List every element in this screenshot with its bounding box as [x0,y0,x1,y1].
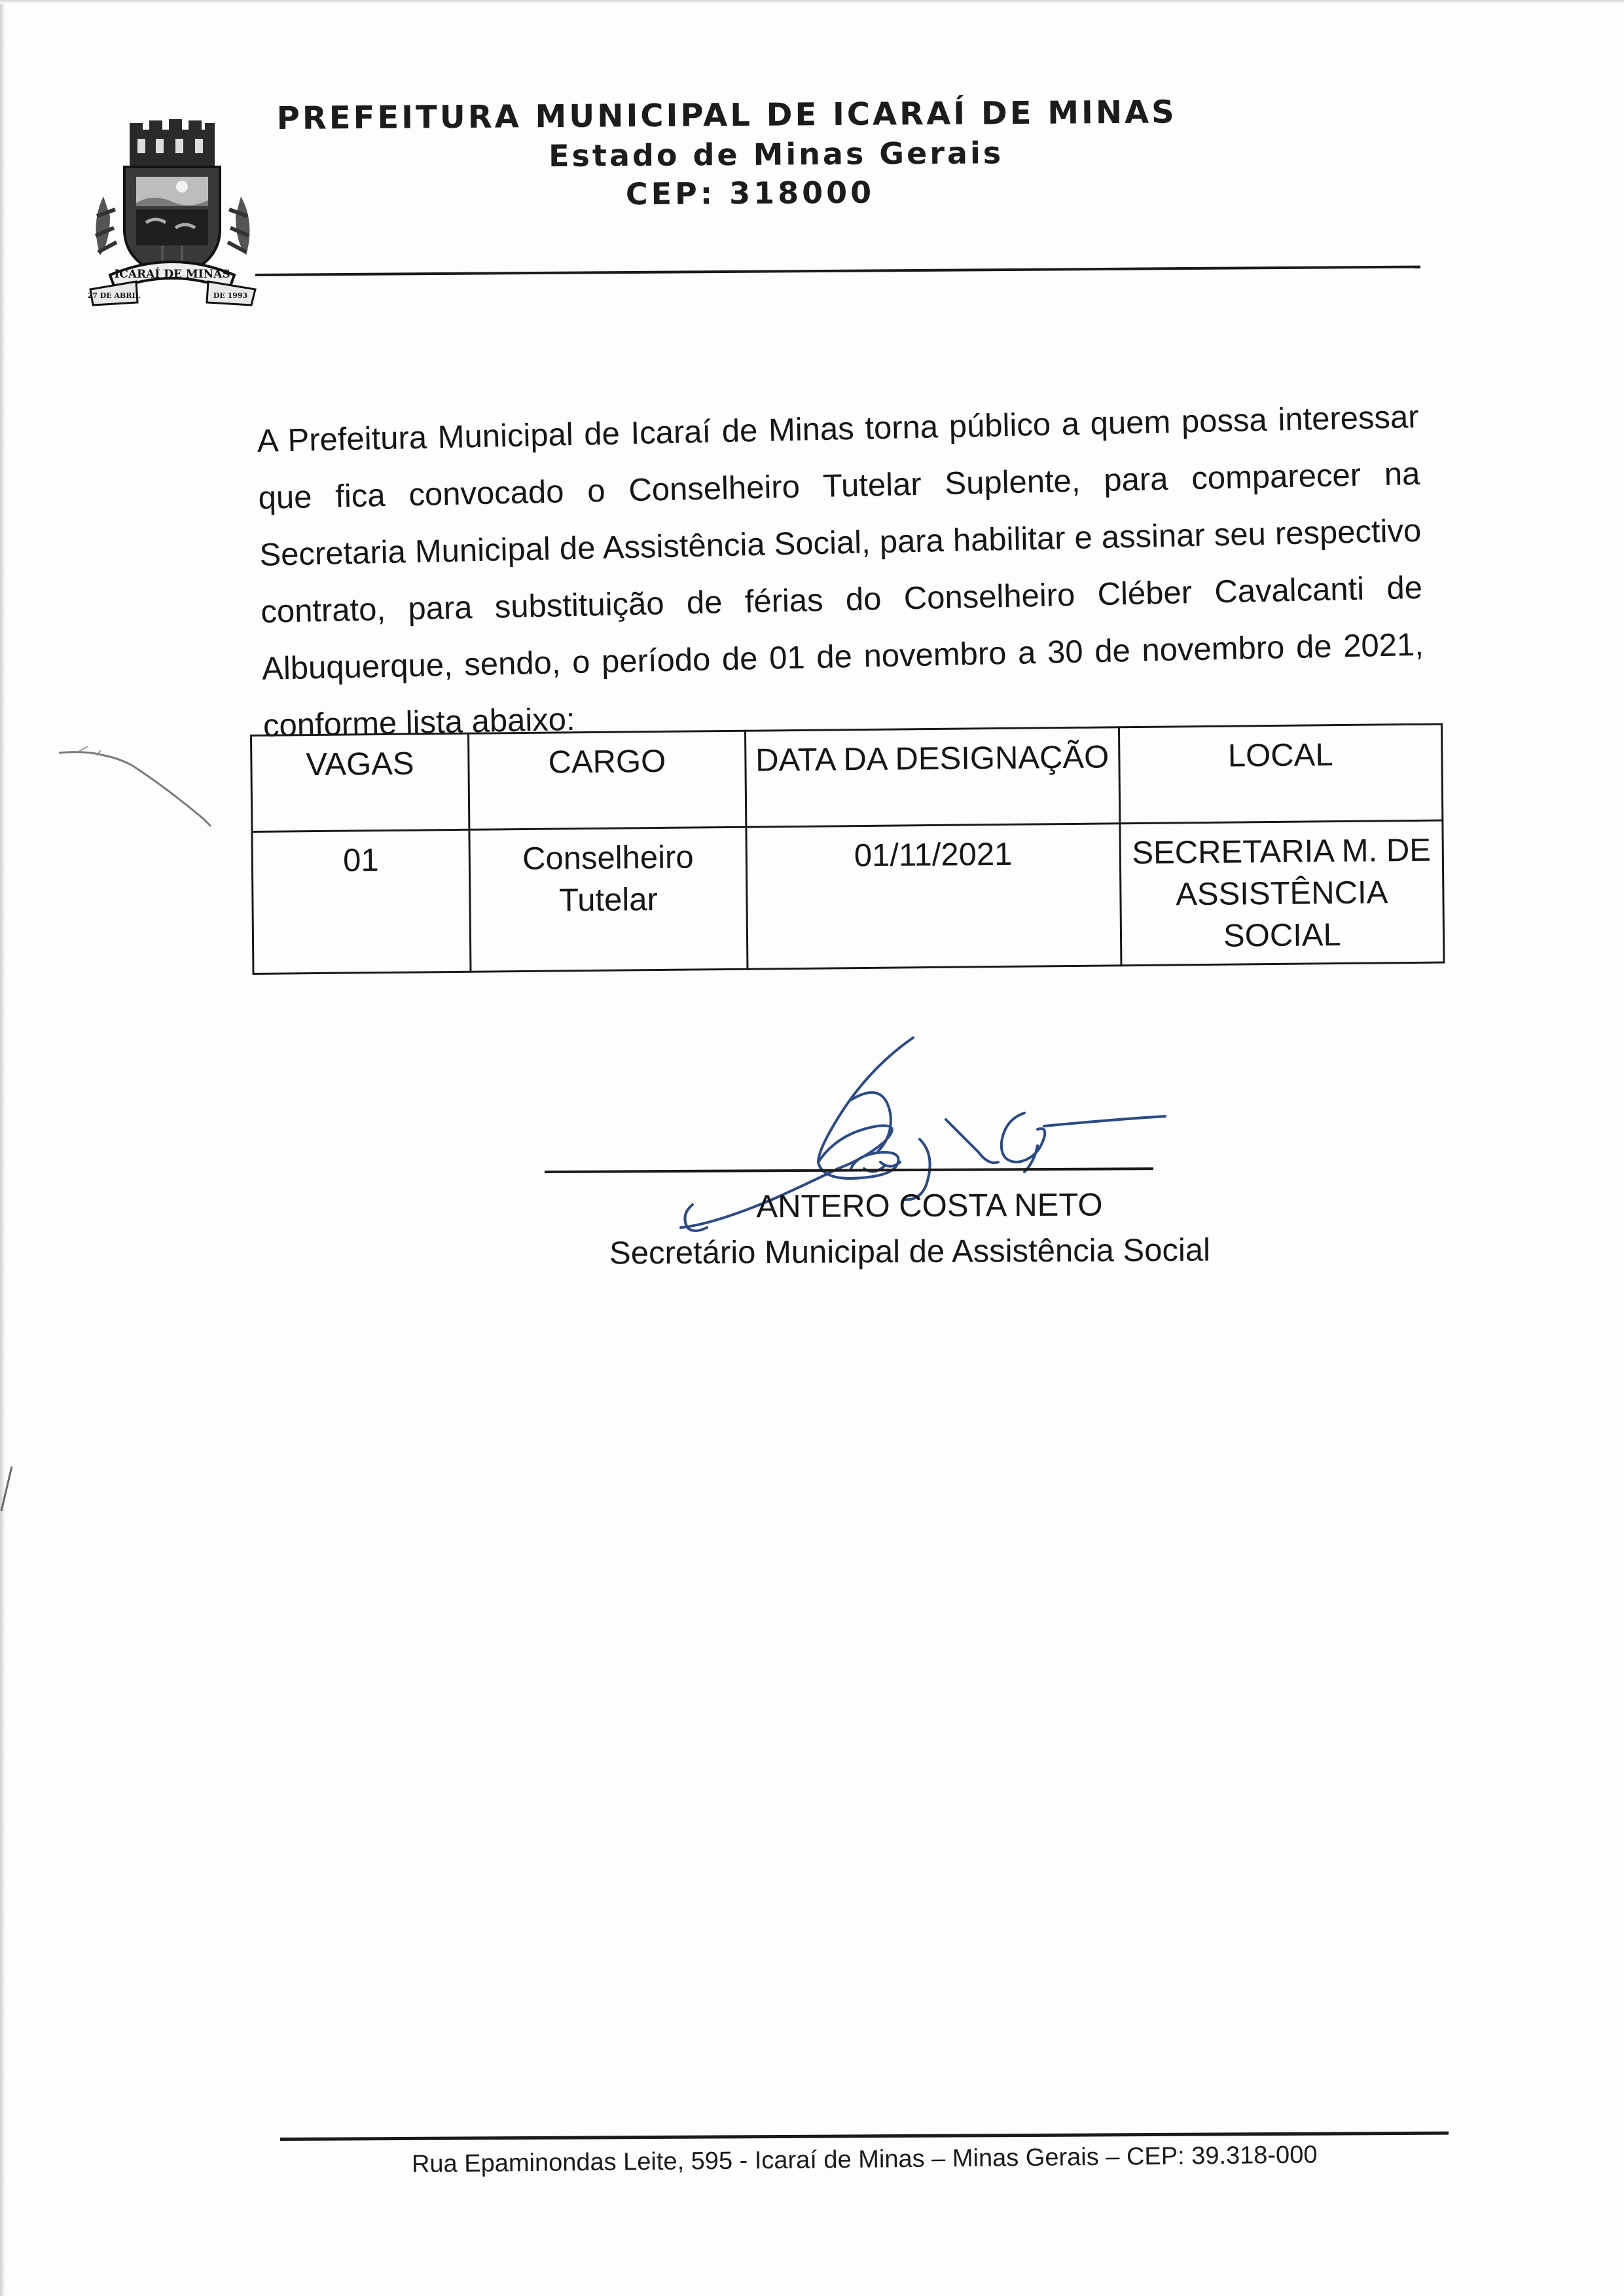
signer-name: ANTERO COSTA NETO [756,1187,1103,1225]
scan-edge-left [0,0,5,2296]
designation-table-wrapper [250,723,1445,975]
header-data-designacao: DATA DA DESIGNAÇÃO [745,727,1119,827]
notice-paragraph: A Prefeitura Municipal de Icaraí de Minas torna público a quem possa interessar que fica convocado o Conselheiro Tutelar Suplente, para comparecer na Secretaria Municipal de Assistência Social, para habilitar e assinar seu respectivo contrato, para substituição de férias do Conselheiro Cléber Cavalcanti de Albuquerque, sendo, o período de 01 de novembro a 30 de novembro de 2021, conforme lista abaixo: [257,399,1424,744]
header-cargo: CARGO [469,731,746,829]
cell-local: SECRETARIA M. DE ASSISTÊNCIA SOCIAL [1120,820,1444,966]
municipal-crest-icon [84,118,261,308]
cell-data: 01/11/2021 [746,824,1121,969]
footer-address: Rua Epaminondas Leite, 595 - Icaraí de Minas – Minas Gerais – CEP: 39.318-000 [411,2141,1318,2178]
cell-cargo: Conselheiro Tutelar [469,827,748,972]
scan-left-mark [0,1467,13,1512]
cell-vagas: 01 [252,829,471,974]
header-vagas: VAGAS [251,733,469,831]
designation-table [250,723,1445,975]
letterhead [275,92,1179,216]
crest-date-left: 27 DE ABRIL [87,291,141,300]
letterhead-title: PREFEITURA MUNICIPAL DE ICARAÍ DE MINAS [276,94,1177,137]
letterhead-cep: CEP: 318000 [625,174,875,212]
signer-role: Secretário Municipal de Assistência Social [609,1232,1211,1271]
scan-edge-top [0,0,1624,4]
header-local: LOCAL [1119,724,1443,824]
table-header-row [251,724,1443,831]
letterhead-state: Estado de Minas Gerais [548,135,1004,174]
crest-date-right: DE 1993 [213,291,248,300]
table-row [252,820,1444,974]
crest-banner-text: ICARAÍ DE MINAS [114,268,230,281]
letterhead-divider [255,266,1420,276]
scan-stray-mark [59,727,242,831]
